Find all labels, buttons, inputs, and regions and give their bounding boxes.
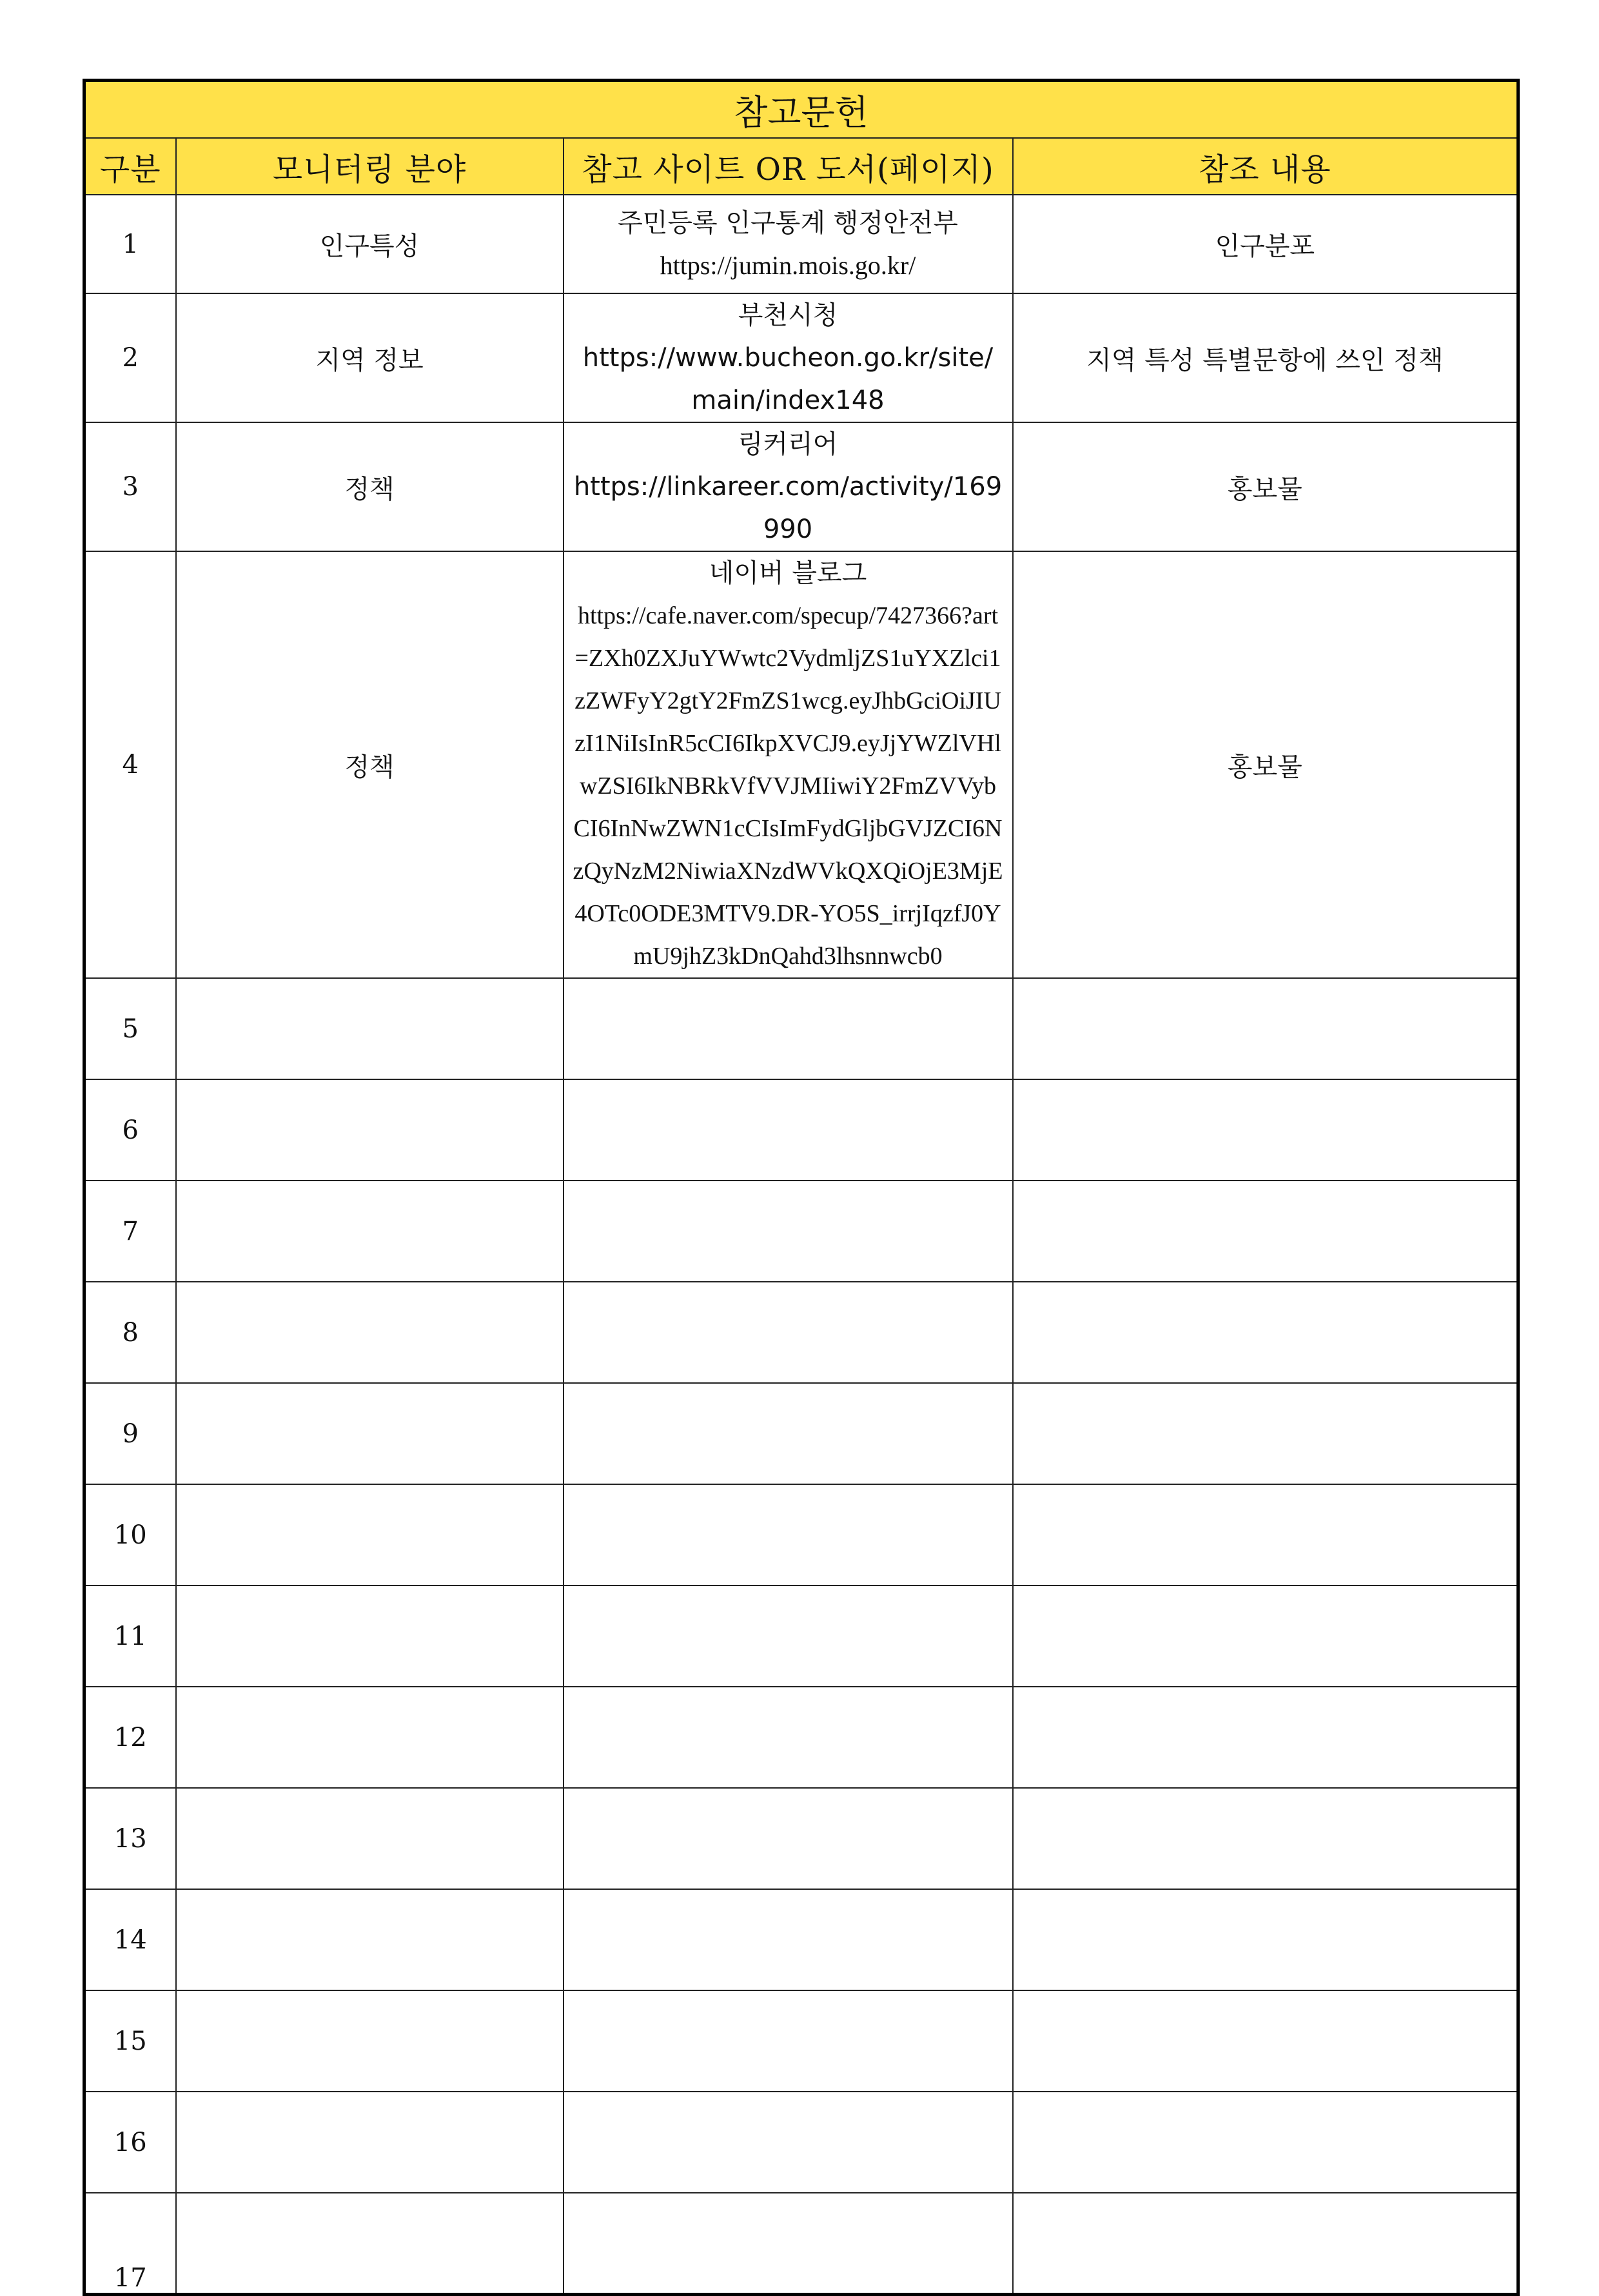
table-row — [84, 195, 1518, 293]
reference-content-cell: 홍보물 — [1013, 422, 1518, 551]
monitoring-field-cell — [176, 1181, 564, 1282]
header-reference-content: 참조 내용 — [1013, 138, 1518, 195]
reference-table — [83, 79, 1520, 2296]
monitoring-field-cell — [176, 1282, 564, 1383]
row-number: 7 — [84, 1181, 176, 1282]
row-number: 4 — [84, 551, 176, 978]
table-row — [84, 293, 1518, 422]
reference-content-cell — [1013, 1585, 1518, 1687]
reference-content-cell: 홍보물 — [1013, 551, 1518, 978]
row-number: 3 — [84, 422, 176, 551]
monitoring-field-cell — [176, 1484, 564, 1585]
table-row — [84, 2193, 1518, 2294]
row-number: 13 — [84, 1788, 176, 1889]
reference-source-cell — [564, 195, 1013, 293]
monitoring-field-cell — [176, 1990, 564, 2092]
table-row — [84, 1990, 1518, 2092]
reference-content-cell — [1013, 1181, 1518, 1282]
table-row — [84, 551, 1518, 978]
source-name: 주민등록 인구통계 행정안전부 — [618, 208, 958, 238]
row-number: 2 — [84, 293, 176, 422]
row-number: 12 — [84, 1687, 176, 1788]
row-number: 11 — [84, 1585, 176, 1687]
source-url[interactable]: https://cafe.naver.com/specup/7427366?art=ZXh0ZXJuYWwtc2VydmljZS1uYXZlci1zZWFyY2gtY2FmZS1wcg.eyJhbGciOiJIUzI1NiIsInR5cCI6IkpXVCJ9.eyJjYWZlVHlwZSI6IkNBRkVfVVJMIiwiY2FmZVVybCI6InNwZWN1cCIsImFydGljbGVJZCI6NzQyNzM2NiwiaXNzdWVkQXQiOjE3MjE4OTc0ODE3MTV9.DR-YO5S_irrjIqzfJ0YmU9jhZ3kDnQahd3lhsnnwcb0 — [573, 602, 1003, 970]
reference-source-cell — [564, 293, 1013, 422]
monitoring-field-cell: 정책 — [176, 551, 564, 978]
reference-content-cell — [1013, 1990, 1518, 2092]
row-number: 1 — [84, 195, 176, 293]
monitoring-field-cell — [176, 1383, 564, 1484]
monitoring-field-cell — [176, 1889, 564, 1990]
source-url[interactable]: https://jumin.mois.go.kr/ — [660, 250, 916, 280]
reference-content-cell — [1013, 978, 1518, 1079]
monitoring-field-cell: 인구특성 — [176, 195, 564, 293]
table-row — [84, 1181, 1518, 1282]
reference-content-cell — [1013, 2193, 1518, 2294]
reference-source-cell — [564, 978, 1013, 1079]
reference-source-cell — [564, 1383, 1013, 1484]
table-row — [84, 1079, 1518, 1181]
monitoring-field-cell: 지역 정보 — [176, 293, 564, 422]
reference-source-cell — [564, 2193, 1013, 2294]
header-reference-source: 참고 사이트 OR 도서(페이지) — [564, 138, 1013, 195]
reference-source-cell — [564, 1788, 1013, 1889]
monitoring-field-cell: 정책 — [176, 422, 564, 551]
table-header-row — [84, 138, 1518, 195]
table-row — [84, 1484, 1518, 1585]
table-row — [84, 1687, 1518, 1788]
monitoring-field-cell — [176, 1585, 564, 1687]
table-row — [84, 1383, 1518, 1484]
reference-source-cell — [564, 551, 1013, 978]
reference-source-cell — [564, 1687, 1013, 1788]
reference-source-cell — [564, 1282, 1013, 1383]
monitoring-field-cell — [176, 978, 564, 1079]
table-row — [84, 1585, 1518, 1687]
header-monitoring-field: 모니터링 분야 — [176, 138, 564, 195]
source-url[interactable]: https://www.bucheon.go.kr/site/main/index148 — [582, 343, 994, 415]
reference-content-cell — [1013, 1484, 1518, 1585]
reference-source-cell — [564, 1889, 1013, 1990]
row-number: 10 — [84, 1484, 176, 1585]
source-name: 네이버 블로그 — [709, 558, 867, 588]
reference-source-cell — [564, 1079, 1013, 1181]
source-name: 부천시청 — [738, 300, 838, 330]
row-number: 6 — [84, 1079, 176, 1181]
reference-source-cell — [564, 422, 1013, 551]
source-url[interactable]: https://linkareer.com/activity/169990 — [573, 472, 1003, 544]
reference-source-cell — [564, 2092, 1013, 2193]
table-row — [84, 422, 1518, 551]
table-row — [84, 2092, 1518, 2193]
reference-content-cell — [1013, 1687, 1518, 1788]
reference-content-cell — [1013, 1079, 1518, 1181]
table-row — [84, 1889, 1518, 1990]
reference-content-cell: 인구분포 — [1013, 195, 1518, 293]
row-number: 16 — [84, 2092, 176, 2193]
table-row — [84, 1788, 1518, 1889]
reference-content-cell — [1013, 1383, 1518, 1484]
row-number: 14 — [84, 1889, 176, 1990]
row-number: 8 — [84, 1282, 176, 1383]
monitoring-field-cell — [176, 2092, 564, 2193]
row-number: 5 — [84, 978, 176, 1079]
reference-source-cell — [564, 1585, 1013, 1687]
reference-content-cell — [1013, 1889, 1518, 1990]
reference-content-cell — [1013, 1788, 1518, 1889]
reference-content-cell: 지역 특성 특별문항에 쓰인 정책 — [1013, 293, 1518, 422]
monitoring-field-cell — [176, 1687, 564, 1788]
row-number: 15 — [84, 1990, 176, 2092]
table-title: 참고문헌 — [84, 81, 1518, 139]
table-title-row — [84, 81, 1518, 139]
table-row — [84, 978, 1518, 1079]
header-index: 구분 — [84, 138, 176, 195]
reference-source-cell — [564, 1990, 1013, 2092]
reference-source-cell — [564, 1181, 1013, 1282]
monitoring-field-cell — [176, 2193, 564, 2294]
reference-content-cell — [1013, 1282, 1518, 1383]
monitoring-field-cell — [176, 1079, 564, 1181]
row-number: 17 — [84, 2193, 176, 2294]
monitoring-field-cell — [176, 1788, 564, 1889]
row-number: 9 — [84, 1383, 176, 1484]
reference-content-cell — [1013, 2092, 1518, 2193]
table-row — [84, 1282, 1518, 1383]
reference-source-cell — [564, 1484, 1013, 1585]
source-name: 링커리어 — [738, 429, 838, 459]
